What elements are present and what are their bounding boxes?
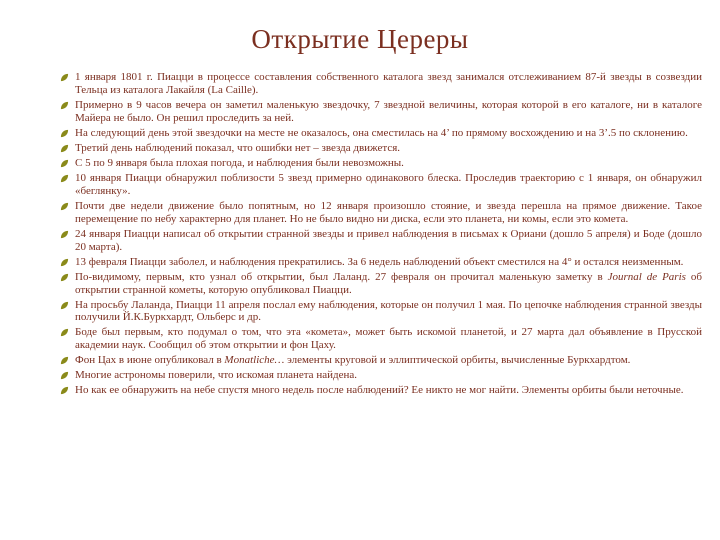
bullet-text: Почти две недели движение было попятным, но 12 января произошло стояние, и звезда перешла на прямое движение. Такое перемещение по небу характерно для планет. Но не было видно ни диска, если это планета, ни комы, если это комета. bbox=[75, 199, 702, 225]
list-item bbox=[60, 127, 702, 140]
bullet-text: 13 февраля Пиацци заболел, и наблюдения прекратились. За 6 недель наблюдений объект сместился на 4° и остался неизменным. bbox=[75, 255, 684, 268]
leaf-bullet-icon bbox=[60, 258, 69, 267]
bullet-text: Многие астрономы поверили, что искомая планета найдена. bbox=[75, 369, 357, 382]
leaf-bullet-icon bbox=[60, 101, 69, 110]
bullet-text: На следующий день этой звездочки на месте не оказалось, она сместилась на 4’ по прямому восхождению и на 3’.5 по склонению. bbox=[75, 126, 688, 139]
list-item bbox=[60, 384, 702, 397]
bullet-text: Третий день наблюдений показал, что ошибки нет – звезда движется. bbox=[75, 141, 401, 154]
leaf-bullet-icon bbox=[60, 273, 69, 282]
list-item bbox=[60, 200, 702, 226]
slide-title: Открытие Цереры bbox=[251, 24, 469, 54]
list-item bbox=[60, 228, 702, 254]
list-item bbox=[60, 71, 702, 97]
list-item bbox=[60, 299, 702, 325]
list-item bbox=[60, 157, 702, 170]
leaf-bullet-icon bbox=[60, 301, 69, 310]
leaf-bullet-icon bbox=[60, 174, 69, 183]
list-item bbox=[60, 326, 702, 352]
leaf-bullet-icon bbox=[60, 144, 69, 153]
leaf-bullet-icon bbox=[60, 159, 69, 168]
leaf-bullet-icon bbox=[60, 202, 69, 211]
bullet-text: 24 января Пиацци написал об открытии странной звезды и привел наблюдения в письмах к Ориани (дошло 5 апреля) и Боде (дошло 20 марта). bbox=[75, 227, 702, 253]
leaf-bullet-icon bbox=[60, 386, 69, 395]
bullet-text: Боде был первым, кто подумал о том, что эта «комета», может быть искомой планетой, и 27 марта дал объявление в Прусской академии наук. Сообщил об этом открытии и фон Цаху. bbox=[75, 326, 702, 352]
leaf-bullet-icon bbox=[60, 371, 69, 380]
bullet-text: 10 января Пиацци обнаружил поблизости 5 звезд примерно одинакового блеска. Проследив траекторию с 1 января, он обнаружил «беглянку». bbox=[75, 171, 702, 197]
leaf-bullet-icon bbox=[60, 129, 69, 138]
list-item bbox=[60, 354, 702, 367]
list-item bbox=[60, 142, 702, 155]
leaf-bullet-icon bbox=[60, 356, 69, 365]
bullet-text: 1 января 1801 г. Пиацци в процессе составления собственного каталога звезд занимался отслеживанием 87-й звезды в созвездии Тельца из каталога Лакайля (La Caille). bbox=[75, 71, 702, 96]
leaf-bullet-icon bbox=[60, 328, 69, 337]
list-item bbox=[60, 256, 702, 269]
bullet-text: Примерно в 9 часов вечера он заметил маленькую звездочку, 7 звездной величины, которая которой в его каталоге, ни в каталоге Майера не было. Он решил проследить за ней. bbox=[75, 98, 702, 124]
bullet-text: С 5 по 9 января была плохая погода, и наблюдения были невозможны. bbox=[75, 156, 404, 169]
leaf-bullet-icon bbox=[60, 230, 69, 239]
list-item bbox=[60, 369, 702, 382]
bullet-text: По-видимому, первым, кто узнал об открытии, был Лаланд. 27 февраля он прочитал маленькую заметку в Journal de Paris об открытии странной кометы, которую опубликовал Пиацци. bbox=[75, 270, 702, 296]
list-item bbox=[60, 99, 702, 125]
list-item bbox=[60, 172, 702, 198]
bullet-text: На просьбу Лаланда, Пиацци 11 апреля послал ему наблюдения, которые он получил 1 мая. По цепочке наблюдения странной звезды получили Й.К.Буркхардт, Ольберс и др. bbox=[75, 298, 702, 324]
bullet-list bbox=[60, 71, 702, 397]
list-item bbox=[60, 271, 702, 297]
bullet-text: Фон Цах в июне опубликовал в Monatliche… элементы круговой и эллиптической орбиты, вычисленные Буркхардтом. bbox=[75, 354, 631, 367]
bullet-text: Но как ее обнаружить на небе спустя много недель после наблюдений? Ее никто не мог найти. Элементы орбиты были неточные. bbox=[75, 384, 684, 397]
leaf-bullet-icon bbox=[60, 73, 69, 82]
